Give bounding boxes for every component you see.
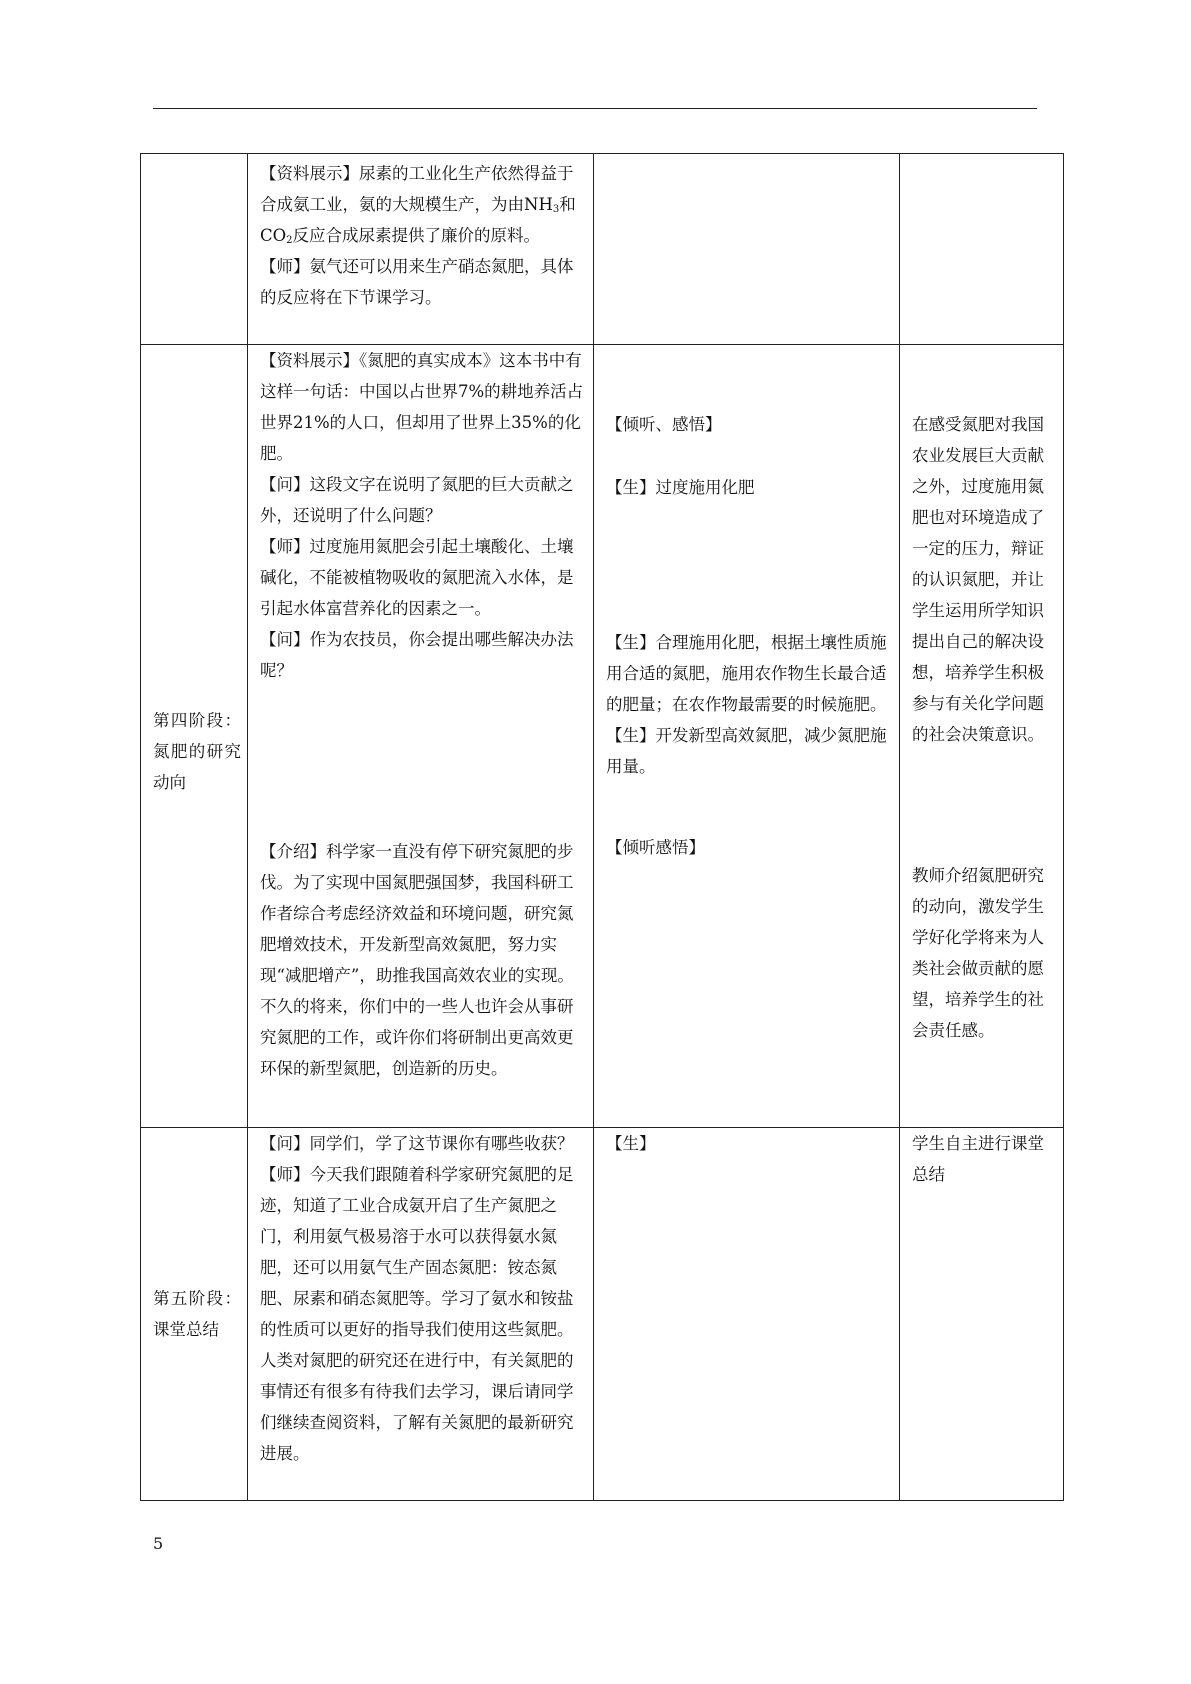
table-row xyxy=(141,1128,1064,1501)
stage-cell: 第五阶段：课堂总结 xyxy=(141,1128,248,1501)
teacher-paragraph: 【问】同学们，学了这节课你有哪些收获？ xyxy=(260,1134,574,1153)
header-rule xyxy=(153,108,1037,109)
student-paragraph: 【倾听、感悟】 xyxy=(606,415,722,434)
teacher-paragraph: 【师】今天我们跟随着科学家研究氮肥的足迹，知道了工业合成氨开启了生产氮肥之门，利用氨气极易溶于水可以获得氨水氮肥，还可以用氨气生产固态氮肥：铵态氮肥、尿素和硝态氮肥等。学习了氨水和铵盐的性质可以更好的指导我们使用这些氮肥。人类对氮肥的研究还在进行中，有关氮肥的事情还有很多有待我们去学习，课后请同学们继续查阅资料，了解有关氮肥的最新研究进展。 xyxy=(260,1165,574,1463)
student-paragraph: 【生】开发新型高效氮肥，减少氮肥施用量。 xyxy=(606,726,887,776)
student-activity-cell xyxy=(594,1128,900,1501)
table-row xyxy=(141,154,1064,345)
page-number: 5 xyxy=(153,1534,164,1553)
teacher-activity-cell xyxy=(248,1128,594,1501)
lesson-plan-table xyxy=(140,153,1064,1501)
spacer xyxy=(912,345,1057,409)
teacher-paragraph: 【介绍】科学家一直没有停下研究氮肥的步伐。为了实现中国氮肥强国梦，我国科研工作者综合考虑经济效益和环境问题，研究氮肥增效技术，开发新型高效氮肥，努力实现“减肥增产”，助推我国高效农业的实现。不久的将来，你们中的一些人也许会从事研究氮肥的工作，或许你们将研制出更高效更环保的新型氮肥，创造新的历史。 xyxy=(260,842,574,1078)
spacer xyxy=(606,345,893,409)
intent-paragraph: 教师介绍氮肥研究的动向，激发学生学好化学将来为人类社会做贡献的愿望，培养学生的社会责任感。 xyxy=(912,866,1044,1040)
student-paragraph: 【倾听感悟】 xyxy=(606,838,705,857)
design-intent-cell xyxy=(900,1128,1064,1501)
teacher-paragraph: 【问】作为农技员，你会提出哪些解决办法呢？ xyxy=(260,630,574,680)
teacher-paragraph: 【资料展示】《氮肥的真实成本》这本书中有这样一句话：中国以占世界7%的耕地养活占世界21%的人口，但却用了世界上35%的化肥。 xyxy=(260,351,584,463)
teacher-paragraph: 【师】过度施用氮肥会引起土壤酸化、土壤碱化，不能被植物吸收的氮肥流入水体，是引起水体富营养化的因素之一。 xyxy=(260,537,574,618)
stage-cell: 第四阶段：氮肥的研究动向 xyxy=(141,345,248,1128)
student-activity-cell xyxy=(594,154,900,345)
design-intent-cell xyxy=(900,345,1064,1128)
intent-paragraph: 在感受氮肥对我国农业发展巨大贡献之外，过度施用氮肥也对环境造成了一定的压力，辩证的认识氮肥，并让学生运用所学知识提出自己的解决设想，培养学生积极参与有关化学问题的社会决策意识。 xyxy=(912,415,1044,744)
intent-paragraph: 学生自主进行课堂总结 xyxy=(912,1134,1044,1184)
student-paragraph: 【生】合理施用化肥，根据土壤性质施用合适的氮肥，施用农作物生长最合适的肥量；在农作物最需要的时候施肥。 xyxy=(606,633,887,714)
teacher-activity-cell xyxy=(248,154,594,345)
spacer xyxy=(260,686,587,836)
teacher-paragraph: 【师】氨气还可以用来生产硝态氮肥，具体的反应将在下节课学习。 xyxy=(260,257,574,307)
teacher-paragraph: 【资料展示】尿素的工业化生产依然得益于合成氨工业，氨的大规模生产，为由$NH_3$和$CO_2$反应合成尿素提供了廉价的原料。 xyxy=(260,164,576,246)
table-row xyxy=(141,345,1064,1128)
stage-cell xyxy=(141,154,248,345)
spacer xyxy=(912,750,1057,860)
teacher-activity-cell xyxy=(248,345,594,1128)
spacer xyxy=(606,503,893,627)
student-paragraph: 【生】 xyxy=(606,1134,656,1153)
spacer xyxy=(606,782,893,832)
student-activity-cell xyxy=(594,345,900,1128)
design-intent-cell xyxy=(900,154,1064,345)
spacer xyxy=(606,440,893,472)
teacher-paragraph: 【问】这段文字在说明了氮肥的巨大贡献之外，还说明了什么问题？ xyxy=(260,475,574,525)
student-paragraph: 【生】过度施用化肥 xyxy=(606,478,755,497)
